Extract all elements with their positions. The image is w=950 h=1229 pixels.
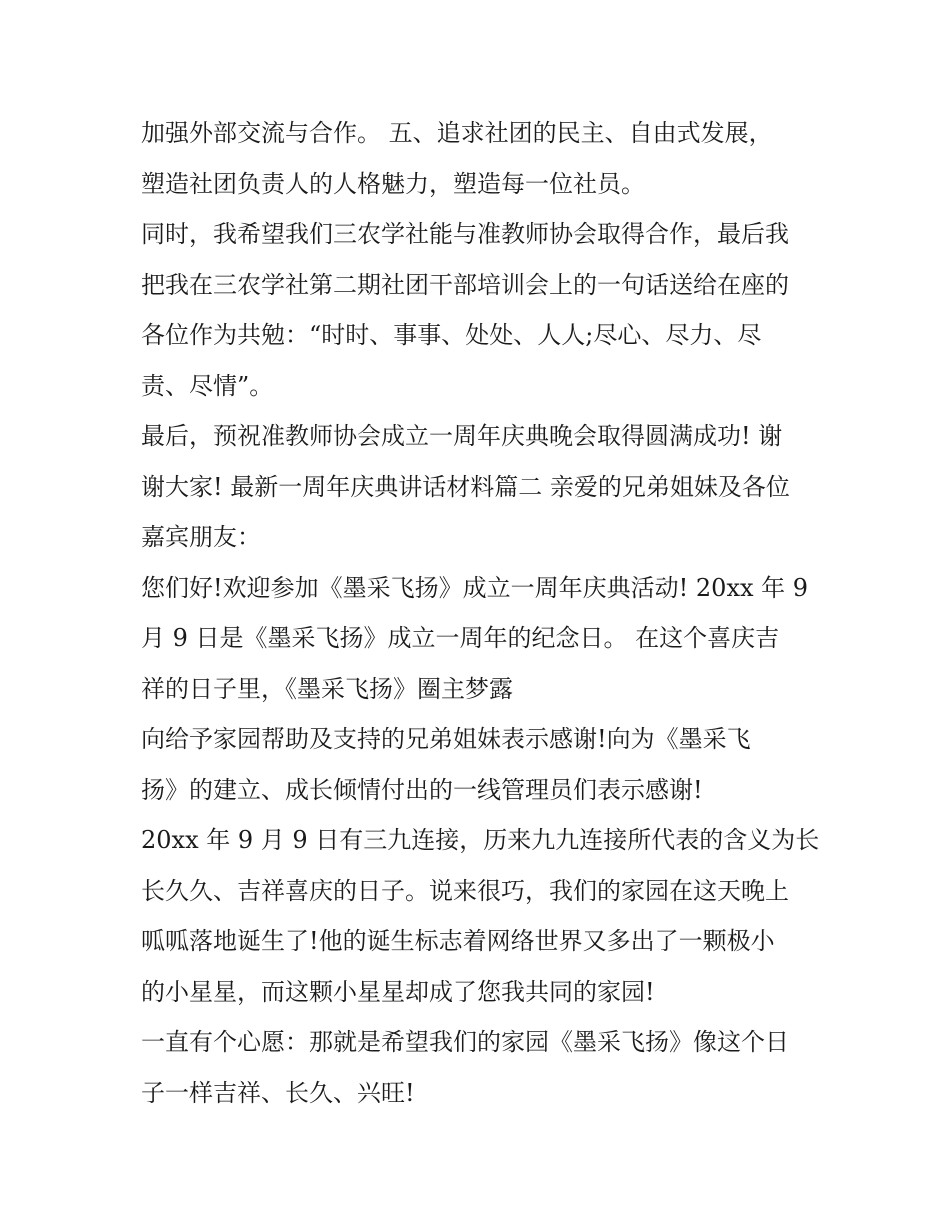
text-line: 把我在三农学社第二期社团干部培训会上的一句话送给在座的 [141, 270, 789, 299]
text-line: 祥的日子里，《墨采飞扬》圈主梦露 [141, 674, 513, 703]
text-line: 最后，预祝准教师协会成立一周年庆典晚会取得圆满成功! 谢 [141, 422, 783, 450]
text-line: 您们好!欢迎参加《墨采飞扬》成立一周年庆典活动! 20xx 年 9 [141, 573, 809, 602]
text-line: 同时，我希望我们三农学社能与准教师协会取得合作，最后我 [141, 220, 789, 248]
text-line: 一直有个心愿：那就是希望我们的家园《墨采飞扬》像这个日 [141, 1028, 789, 1056]
text-line: 谢大家! 最新一周年庆典讲话材料篇二 亲爱的兄弟姐妹及各位 [141, 472, 790, 501]
text-line: 各位作为共勉：“时时、事事、处处、人人;尽心、尽力、尽 [141, 321, 762, 349]
text-line: 嘉宾朋友： [141, 523, 261, 551]
text-line: 向给予家园帮助及支持的兄弟姐妹表示感谢!向为《墨采飞 [141, 725, 751, 753]
text-line: 塑造社团负责人的人格魅力，塑造每一位社员。 [141, 169, 645, 198]
text-line: 责、尽情”。 [141, 371, 274, 400]
text-line: 的小星星，而这颗小星星却成了您我共同的家园! [141, 977, 655, 1006]
text-line: 长久久、吉祥喜庆的日子。说来很巧，我们的家园在这天晚上 [141, 876, 789, 905]
text-line: 加强外部交流与合作。 五、追求社团的民主、自由式发展， [141, 119, 773, 147]
text-line: 月 9 日是《墨采飞扬》成立一周年的纪念日。 在这个喜庆吉 [141, 624, 780, 652]
text-line: 子一样吉祥、长久、兴旺! [141, 1078, 415, 1107]
document-body [141, 108, 821, 1118]
text-line: 扬》的建立、成长倾情付出的一线管理员们表示感谢! [141, 775, 703, 804]
text-line: 20xx 年 9 月 9 日有三九连接，历来九九连接所代表的含义为长 [141, 826, 820, 854]
text-line: 呱呱落地诞生了!他的诞生标志着网络世界又多出了一颗极小 [141, 927, 775, 955]
